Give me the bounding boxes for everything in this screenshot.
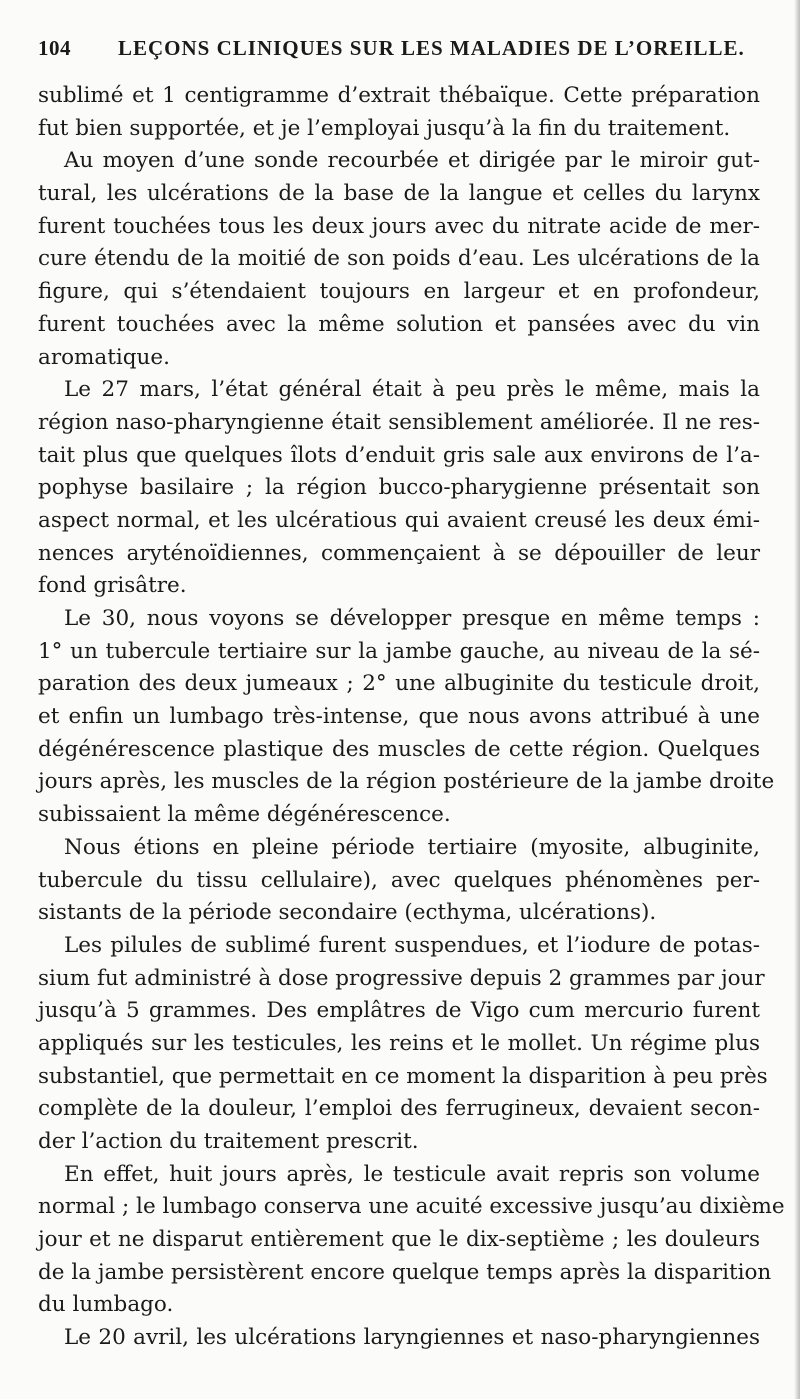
text-line: complète de la douleur, l’emploi des ferrugineux, devaient secon- [38,1096,760,1122]
text-line: subissaient la même dégénérescence. [38,802,451,828]
text-line: nences aryténoïdiennes, commençaient à se dépouiller de leur [38,540,760,566]
text-line: sistants de la période secondaire (ecthyma, ulcérations). [38,900,657,926]
text-line: Le 27 mars, l’état général était à peu près le même, mais la [64,377,760,403]
running-head [38,36,758,68]
text-line: Le 20 avril, les ulcérations laryngiennes et naso-pharyngiennes [64,1325,760,1351]
text-line: tural, les ulcérations de la base de la langue et celles du larynx [38,181,760,207]
page-number: 104 [38,36,71,60]
text-line: de la jambe persistèrent encore quelque temps après la disparition [38,1259,772,1285]
text-line: cure étendu de la moitié de son poids d’eau. Les ulcérations de la [38,246,760,272]
text-line: tait plus que quelques îlots d’enduit gris sale aux environs de l’a- [38,442,760,468]
text-line: paration des deux jumeaux ; 2° une albuginite du testicule droit, [38,671,760,697]
text-line: appliqués sur les testicules, les reins et le mollet. Un régime plus [38,1030,760,1056]
text-line: jour et ne disparut entièrement que le dix-septième ; les douleurs [38,1227,760,1253]
text-line: du lumbago. [38,1292,174,1318]
body-text [38,80,785,1355]
text-line: et enfin un lumbago très-intense, que nous avons attribué à une [38,704,760,730]
text-line: fut bien supportée, et je l’employai jusqu’à la fin du traitement. [38,115,731,141]
text-line: région naso-pharyngienne était sensiblement améliorée. Il ne res- [38,409,760,435]
text-line: jours après, les muscles de la région postérieure de la jambe droite [38,769,775,795]
text-line: Nous étions en pleine période tertiaire (myosite, albuginite, [64,834,760,860]
text-line: dégénérescence plastique des muscles de cette région. Quelques [38,736,760,762]
text-line: aspect normal, et les ulcératious qui avaient creusé les deux émi- [38,507,760,533]
text-line: aromatique. [38,344,170,370]
text-line: substantiel, que permettait en ce moment la disparition à peu près [38,1063,768,1089]
text-line: tubercule du tissu cellulaire), avec quelques phénomènes per- [38,867,760,893]
text-line: furent touchées avec la même solution et pansées avec du vin [38,311,760,337]
text-line: sium fut administré à dose progressive depuis 2 grammes par jour [38,965,765,991]
text-line: sublimé et 1 centigramme d’extrait thébaïque. Cette préparation [38,83,760,108]
text-line: der l’action du traitement prescrit. [38,1129,419,1154]
text-line: furent touchées tous les deux jours avec du nitrate acide de mer- [38,213,760,239]
text-line: normal ; le lumbago conserva une acuité excessive jusqu’au dixième [38,1194,785,1220]
text-line: pophyse basilaire ; la région bucco-pharygienne présentait son [38,475,760,501]
text-line: En effet, huit jours après, le testicule avait repris son volume [64,1161,760,1187]
text-line: jusqu’à 5 grammes. Des emplâtres de Vigo cum mercurio furent [38,998,760,1024]
running-title: LEÇONS CLINIQUES SUR LES MALADIES DE L’OREILLE. [118,36,745,60]
text-line: 1° un tubercule tertiaire sur la jambe gauche, au niveau de la sé- [38,638,760,664]
text-line: Au moyen d’une sonde recourbée et dirigée par le miroir gut- [64,148,760,174]
text-line: Les pilules de sublimé furent suspendues, et l’iodure de potas- [64,932,760,958]
text-line: figure, qui s’étendaient toujours en largeur et en profondeur, [38,279,760,305]
text-line: fond grisâtre. [38,573,187,599]
text-line: Le 30, nous voyons se développer presque en même temps : [64,606,760,631]
